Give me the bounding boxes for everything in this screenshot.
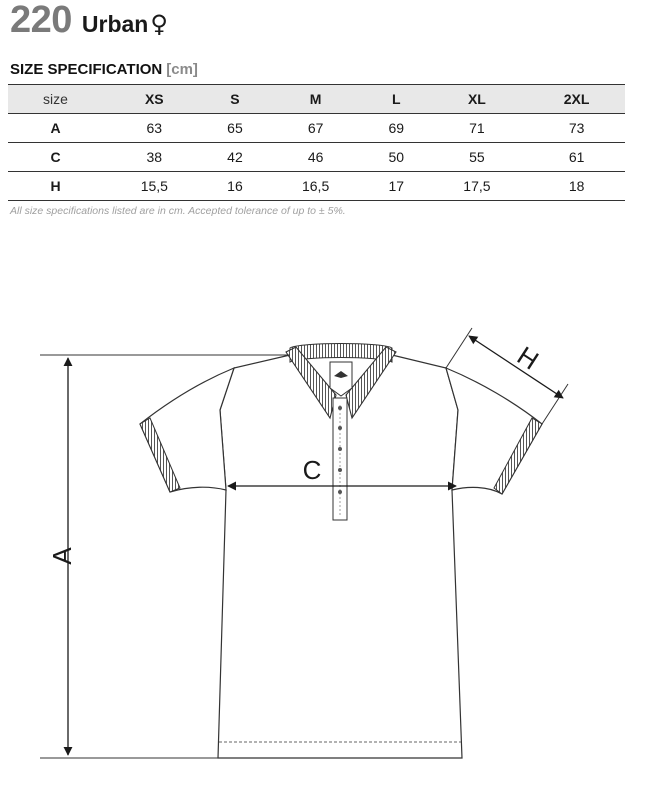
row-label: H [8, 172, 103, 201]
table-cell: 73 [528, 114, 625, 143]
female-icon: ♀ [150, 10, 168, 38]
spec-unit: [cm] [166, 61, 198, 78]
size-header: S [206, 85, 265, 114]
table-cell: 15,5 [103, 172, 206, 201]
size-header-row [8, 85, 625, 114]
table-cell: 16,5 [264, 172, 367, 201]
table-row [8, 143, 625, 172]
table-cell: 18 [528, 172, 625, 201]
size-table [8, 84, 625, 201]
neck-label [330, 362, 352, 396]
product-name: Urban [81, 11, 149, 37]
dimension-h-guide-1 [446, 328, 472, 368]
size-header: L [367, 85, 426, 114]
table-cell: 38 [103, 143, 206, 172]
table-cell: 65 [206, 114, 265, 143]
size-header: M [264, 85, 367, 114]
row-label: C [8, 143, 103, 172]
dimension-a-label: A [47, 547, 77, 565]
table-cell: 61 [528, 143, 625, 172]
table-cell: 16 [206, 172, 265, 201]
row-label: A [8, 114, 103, 143]
button [338, 447, 342, 451]
table-cell: 55 [426, 143, 529, 172]
button [338, 490, 342, 494]
table-cell: 50 [367, 143, 426, 172]
spec-title [10, 61, 198, 78]
table-cell: 42 [206, 143, 265, 172]
table-cell: 17,5 [426, 172, 529, 201]
spec-title-text: SIZE SPECIFICATION [10, 61, 163, 78]
size-header: XL [426, 85, 529, 114]
dimension-h-guide-2 [542, 384, 568, 424]
size-corner-label: size [8, 85, 103, 114]
dimension-c-label: C [302, 455, 322, 485]
table-cell: 67 [264, 114, 367, 143]
tolerance-note: All size specifications listed are in cm. Accepted tolerance of up to ± 5%. [10, 205, 346, 217]
table-row [8, 172, 625, 201]
table-cell: 69 [367, 114, 426, 143]
size-header: XS [103, 85, 206, 114]
button [338, 426, 342, 430]
product-header [10, 0, 168, 40]
size-header: 2XL [528, 85, 625, 114]
dimension-h-label: H [511, 340, 545, 376]
table-cell: 46 [264, 143, 367, 172]
table-row [8, 114, 625, 143]
table-cell: 63 [103, 114, 206, 143]
table-cell: 17 [367, 172, 426, 201]
polo-shirt-diagram [0, 230, 653, 786]
product-code: 220 [10, 0, 72, 41]
table-cell: 71 [426, 114, 529, 143]
button [338, 468, 342, 472]
button [338, 406, 342, 410]
